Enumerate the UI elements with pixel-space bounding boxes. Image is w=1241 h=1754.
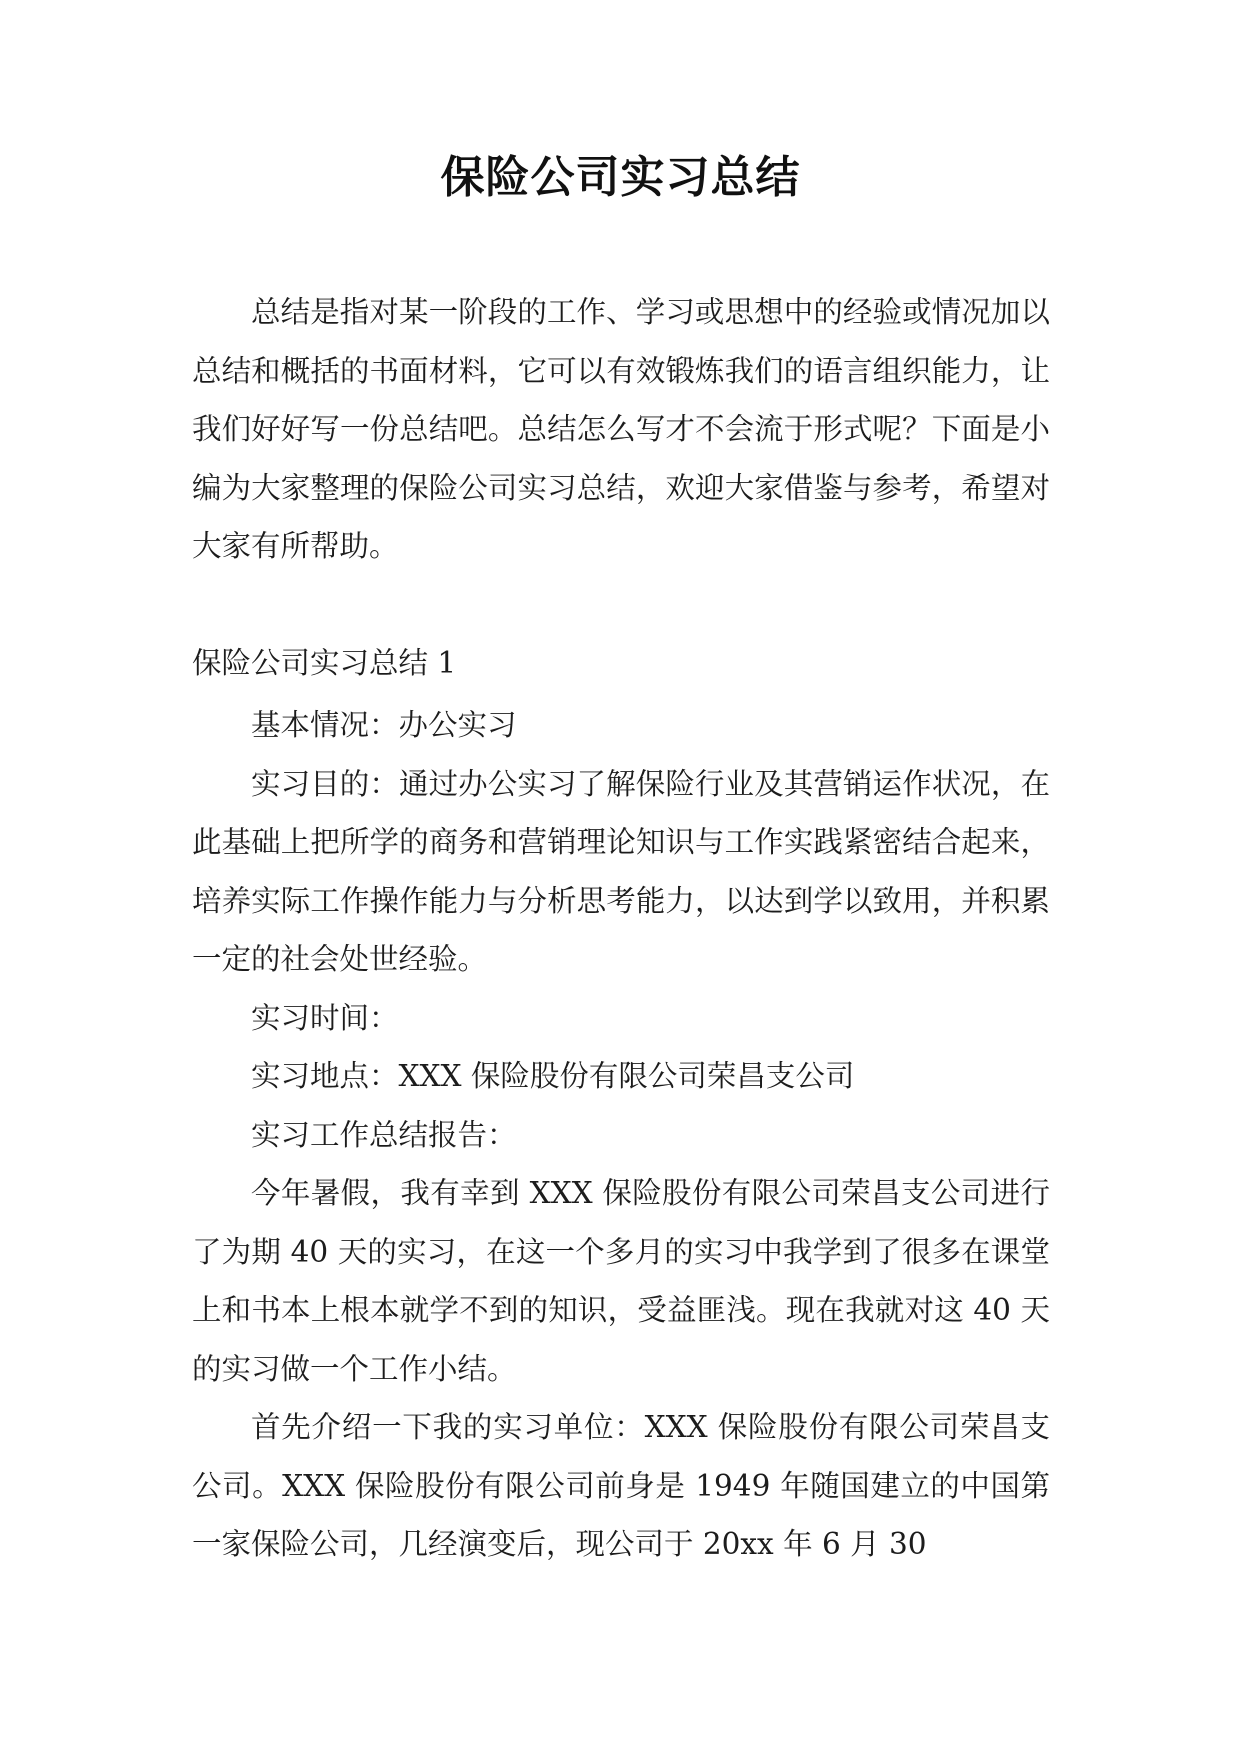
time-paragraph: 实习时间：: [251, 1000, 399, 1035]
basic-info-paragraph: 基本情况：办公实习: [251, 708, 517, 742]
body-paragraph-1: 今年暑假，我有幸到 XXX 保险股份有限公司荣昌支公司进行了为期 40 天的实习，在这一个多月的实习中我学到了很多在课堂上和书本上根本就学不到的知识，受益匪浅。现在我就对这 40 天的实习做一个工作小结。: [192, 1176, 1050, 1386]
location-paragraph: 实习地点：XXX 保险股份有限公司荣昌支公司: [251, 1059, 855, 1093]
document-title: 保险公司实习总结: [440, 152, 801, 203]
purpose-paragraph: 实习目的：通过办公实习了解保险行业及其营销运作状况，在此基础上把所学的商务和营销理论知识与工作实践紧密结合起来，培养实际工作操作能力与分析思考能力，以达到学以致用，并积累一定的社会处世经验。: [192, 766, 1050, 976]
intro-paragraph: 总结是指对某一阶段的工作、学习或思想中的经验或情况加以总结和概括的书面材料，它可以有效锻炼我们的语言组织能力，让我们好好写一份总结吧。总结怎么写才不会流于形式呢？下面是小编为大家整理的保险公司实习总结，欢迎大家借鉴与参考，希望对大家有所帮助。: [192, 295, 1050, 563]
body-paragraph-2: 首先介绍一下我的实习单位：XXX 保险股份有限公司荣昌支公司。XXX 保险股份有限公司前身是 1949 年随国建立的中国第一家保险公司，几经演变后，现公司于 20xx 年 6 月 30: [192, 1410, 1050, 1561]
section-heading: 保险公司实习总结 1: [192, 645, 457, 680]
document-body: [192, 283, 1050, 1574]
report-heading: 实习工作总结报告：: [251, 1117, 517, 1152]
